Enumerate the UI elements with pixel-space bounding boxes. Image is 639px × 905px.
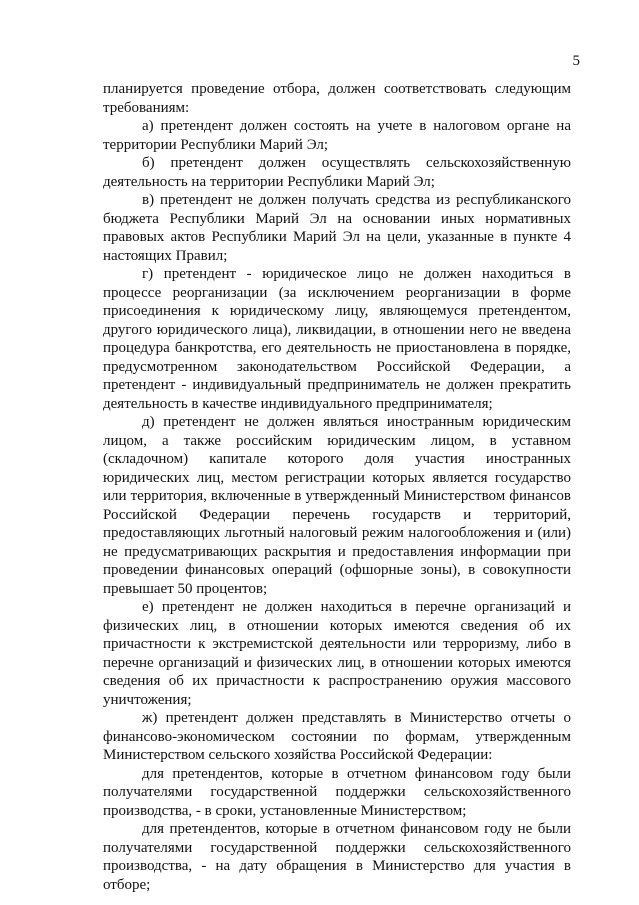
paragraph-subitem-recipients: для претендентов, которые в отчетном финансовом году были получателями государственной поддержки сельскохозяйственного производства, - в сроки, установленные Министерством; [103,765,571,819]
paragraph-item-a: а) претендент должен состоять на учете в налоговом органе на территории Республики Марий Эл; [103,118,571,153]
document-body [103,80,571,894]
paragraph-subitem-non-recipients: для претендентов, которые в отчетном финансовом году не были получателями государственной поддержки сельскохозяйственного производства, - на дату обращения в Министерство для участия в отборе; [103,821,571,893]
paragraph-item-e: е) претендент не должен находиться в перечне организаций и физических лиц, в отношении которых имеются сведения об их причастности к экстремистской деятельности или терроризму, либо в перечне организаций и физических лиц, в отношении которых имеются сведения об их причастности к распространению оружия массового уничтожения; [103,599,571,708]
paragraph-continuation: планируется проведение отбора, должен соответствовать следующим требованиям: [103,81,571,116]
paragraph-item-v: в) претендент не должен получать средства из республиканского бюджета Республики Марий Эл на основании иных нормативных правовых актов Республики Марий Эл на цели, указанные в пункте 4 настоящих Правил; [103,192,571,264]
paragraph-item-g: г) претендент - юридическое лицо не должен находиться в процессе реорганизации (за исключением реорганизации в форме присоединения к юридическому лицу, являющемуся претендентом, другого юридического лица), ликвидации, в отношении него не введена процедура банкротства, его деятельность не приостановлена в порядке, предусмотренном законодательством Российской Федерации, а претендент - индивидуальный предприниматель не должен прекратить деятельность в качестве индивидуального предпринимателя; [103,266,571,412]
paragraph-item-b: б) претендент должен осуществлять сельскохозяйственную деятельность на территории Республики Марий Эл; [103,155,571,190]
paragraph-item-d: д) претендент не должен являться иностранным юридическим лицом, а также российским юридическим лицом, в уставном (складочном) капитале которого доля участия иностранных юридических лиц, местом регистрации которых является государство или территория, включенные в утвержденный Министерством финансов Российской Федерации перечень государств и территорий, предоставляющих льготный налоговый режим налогообложения и (или) не предусматривающих раскрытия и предоставления информации при проведении финансовых операций (офшорные зоны), в совокупности превышает 50 процентов; [103,414,571,597]
paragraph-item-zh: ж) претендент должен представлять в Министерство отчеты о финансово-экономическом состоянии по формам, утвержденным Министерством сельского хозяйства Российской Федерации: [103,710,571,763]
page-number: 5 [572,53,580,69]
